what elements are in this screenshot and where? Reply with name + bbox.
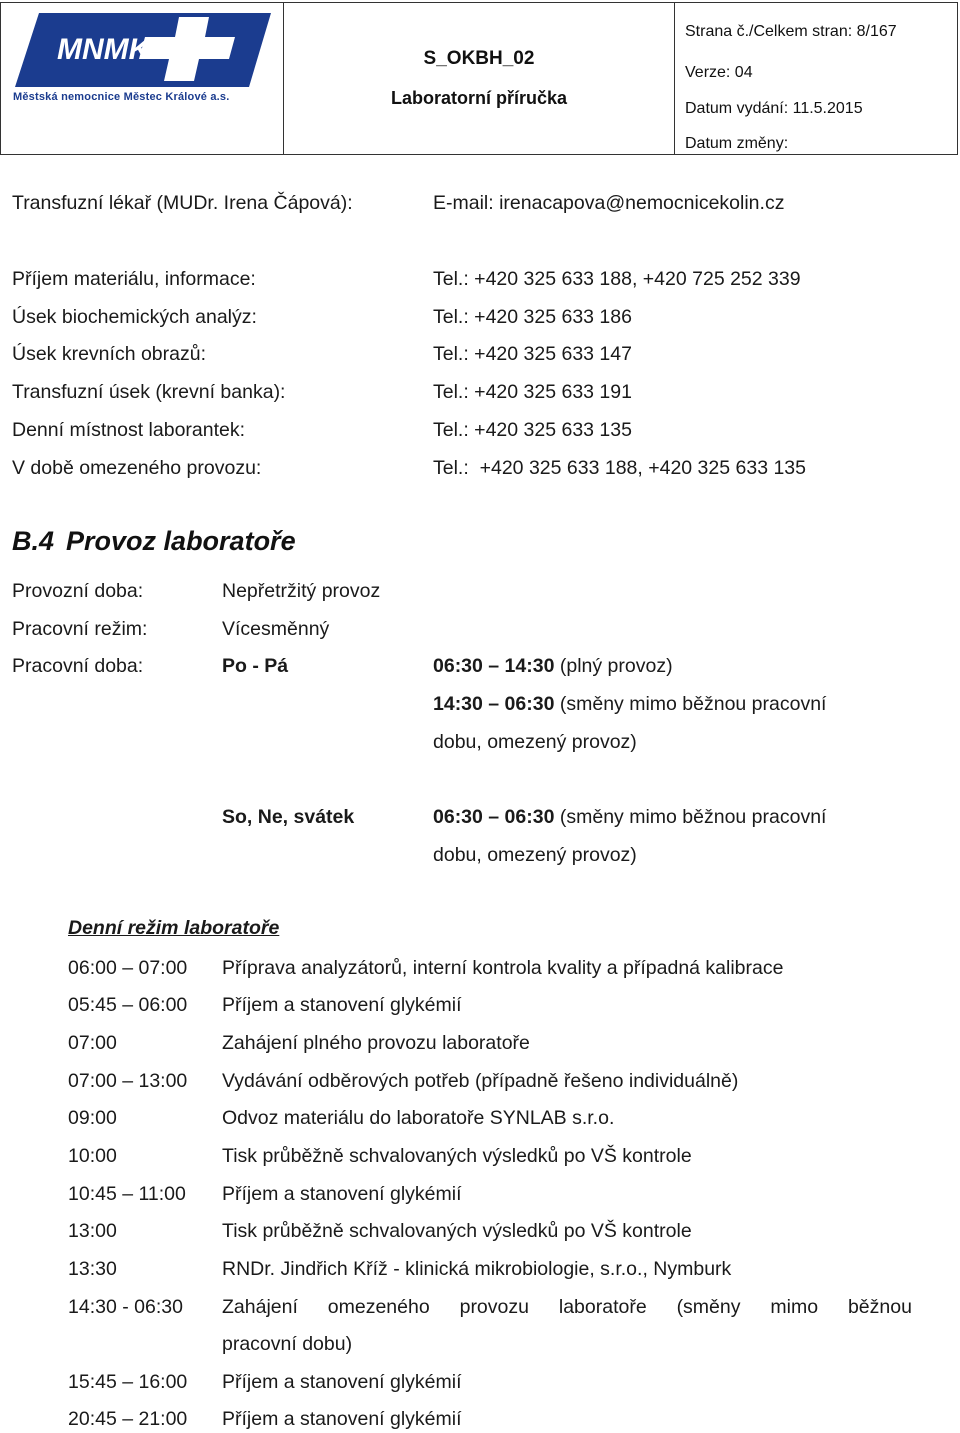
schedule-text: Příjem a stanovení glykémií	[222, 1371, 462, 1393]
contact-phone: Tel.: +420 325 633 188, +420 725 252 339	[433, 268, 801, 290]
contact-phone: Tel.: +420 325 633 188, +420 325 633 135	[433, 457, 806, 479]
schedule-time: 06:00 – 07:00	[68, 957, 188, 979]
document-header	[0, 2, 958, 155]
contact-phone: Tel.: +420 325 633 135	[433, 419, 632, 441]
schedule-time: 10:45 – 11:00	[68, 1183, 186, 1205]
schedule-text-cont: pracovní dobu)	[222, 1333, 353, 1355]
weekday-limited-operation-cont: dobu, omezený provoz)	[433, 731, 637, 753]
issue-date: Datum vydání: 11.5.2015	[685, 100, 863, 117]
schedule-text: Příjem a stanovení glykémií	[222, 1408, 462, 1430]
word: provozu	[459, 1296, 529, 1318]
version: Verze: 04	[685, 64, 753, 81]
work-mode-value: Vícesměnný	[222, 618, 330, 640]
logo-cell	[1, 3, 284, 154]
title-cell	[284, 3, 675, 154]
contact-label: Denní místnost laborantek:	[12, 419, 246, 441]
contact-label: Transfuzní úsek (krevní banka):	[12, 381, 286, 403]
schedule-time: 13:30	[68, 1258, 117, 1280]
document-name: Laboratorní příručka	[390, 88, 568, 108]
contact-phone: Tel.: +420 325 633 186	[433, 306, 632, 328]
work-mode-label: Pracovní režim:	[12, 618, 148, 640]
contact-label: Úsek biochemických analýz:	[12, 306, 257, 328]
weekdays-label: Po - Pá	[222, 655, 289, 677]
weekend-operation-cont: dobu, omezený provoz)	[433, 844, 637, 866]
operating-hours-value: Nepřetržitý provoz	[222, 580, 381, 602]
time-range: 06:30 – 14:30	[433, 655, 555, 677]
change-date: Datum změny:	[685, 135, 789, 152]
time-range: 06:30 – 06:30	[433, 806, 555, 828]
meta-cell	[675, 3, 957, 154]
time-note: (směny mimo běžnou pracovní	[554, 693, 827, 715]
schedule-text: Příjem a stanovení glykémií	[222, 1183, 462, 1205]
contact-label: Úsek krevních obrazů:	[12, 343, 207, 365]
weekend-operation	[433, 806, 826, 829]
word: mimo	[770, 1296, 819, 1318]
weekday-limited-operation	[433, 693, 826, 716]
schedule-text: Zahájení plného provozu laboratoře	[222, 1032, 530, 1054]
schedule-text: Tisk průběžně schvalovaných výsledků po VŠ kontrole	[222, 1220, 692, 1242]
weekday-full-operation	[433, 655, 673, 678]
operating-hours-label: Provozní doba:	[12, 580, 144, 602]
daily-schedule-heading: Denní režim laboratoře	[68, 917, 280, 939]
schedule-time: 20:45 – 21:00	[68, 1408, 188, 1430]
schedule-time: 15:45 – 16:00	[68, 1371, 188, 1393]
word: běžnou	[847, 1296, 912, 1318]
transfusion-doctor-label: Transfuzní lékař (MUDr. Irena Čápová):	[12, 192, 353, 214]
time-note: (směny mimo běžnou pracovní	[554, 806, 827, 828]
contact-phone: Tel.: +420 325 633 191	[433, 381, 632, 403]
schedule-text: Odvoz materiálu do laboratoře SYNLAB s.r.o.	[222, 1107, 615, 1129]
schedule-time: 10:00	[68, 1145, 117, 1167]
weekend-label: So, Ne, svátek	[222, 806, 355, 828]
time-note: (plný provoz)	[554, 655, 673, 677]
schedule-time: 14:30 - 06:30	[68, 1296, 183, 1318]
schedule-time: 09:00	[68, 1107, 117, 1129]
section-title: Provoz laboratoře	[66, 526, 296, 556]
schedule-time: 13:00	[68, 1220, 117, 1242]
word: omezeného	[327, 1296, 430, 1318]
word: Zahájení	[222, 1296, 298, 1318]
schedule-time: 07:00 – 13:00	[68, 1070, 188, 1092]
hospital-logo	[9, 7, 277, 91]
time-range: 14:30 – 06:30	[433, 693, 555, 715]
working-hours-label: Pracovní doba:	[12, 655, 144, 677]
schedule-text: Příjem a stanovení glykémií	[222, 994, 462, 1016]
section-number: B.4	[12, 526, 55, 556]
transfusion-doctor-email: E-mail: irenacapova@nemocnicekolin.cz	[433, 192, 785, 214]
section-heading	[12, 526, 296, 557]
schedule-text: Tisk průběžně schvalovaných výsledků po VŠ kontrole	[222, 1145, 692, 1167]
schedule-time: 05:45 – 06:00	[68, 994, 188, 1016]
word: (směny	[676, 1296, 741, 1318]
contact-label: V době omezeného provozu:	[12, 457, 262, 479]
schedule-text-justified	[222, 1296, 912, 1319]
page-info: Strana č./Celkem stran: 8/167	[685, 23, 897, 40]
logo-subtitle: Městská nemocnice Městec Králové a.s.	[13, 91, 230, 103]
schedule-time: 07:00	[68, 1032, 117, 1054]
contact-phone: Tel.: +420 325 633 147	[433, 343, 632, 365]
schedule-text: RNDr. Jindřich Kříž - klinická mikrobiologie, s.r.o., Nymburk	[222, 1258, 732, 1280]
schedule-text: Vydávání odběrových potřeb (případně řešeno individuálně)	[222, 1070, 739, 1092]
schedule-text: Příprava analyzátorů, interní kontrola kvality a případná kalibrace	[222, 957, 784, 979]
logo-text: MNMK	[57, 33, 151, 66]
document-code: S_OKBH_02	[423, 48, 535, 69]
contact-label: Příjem materiálu, informace:	[12, 268, 256, 290]
word: laboratoře	[558, 1296, 647, 1318]
